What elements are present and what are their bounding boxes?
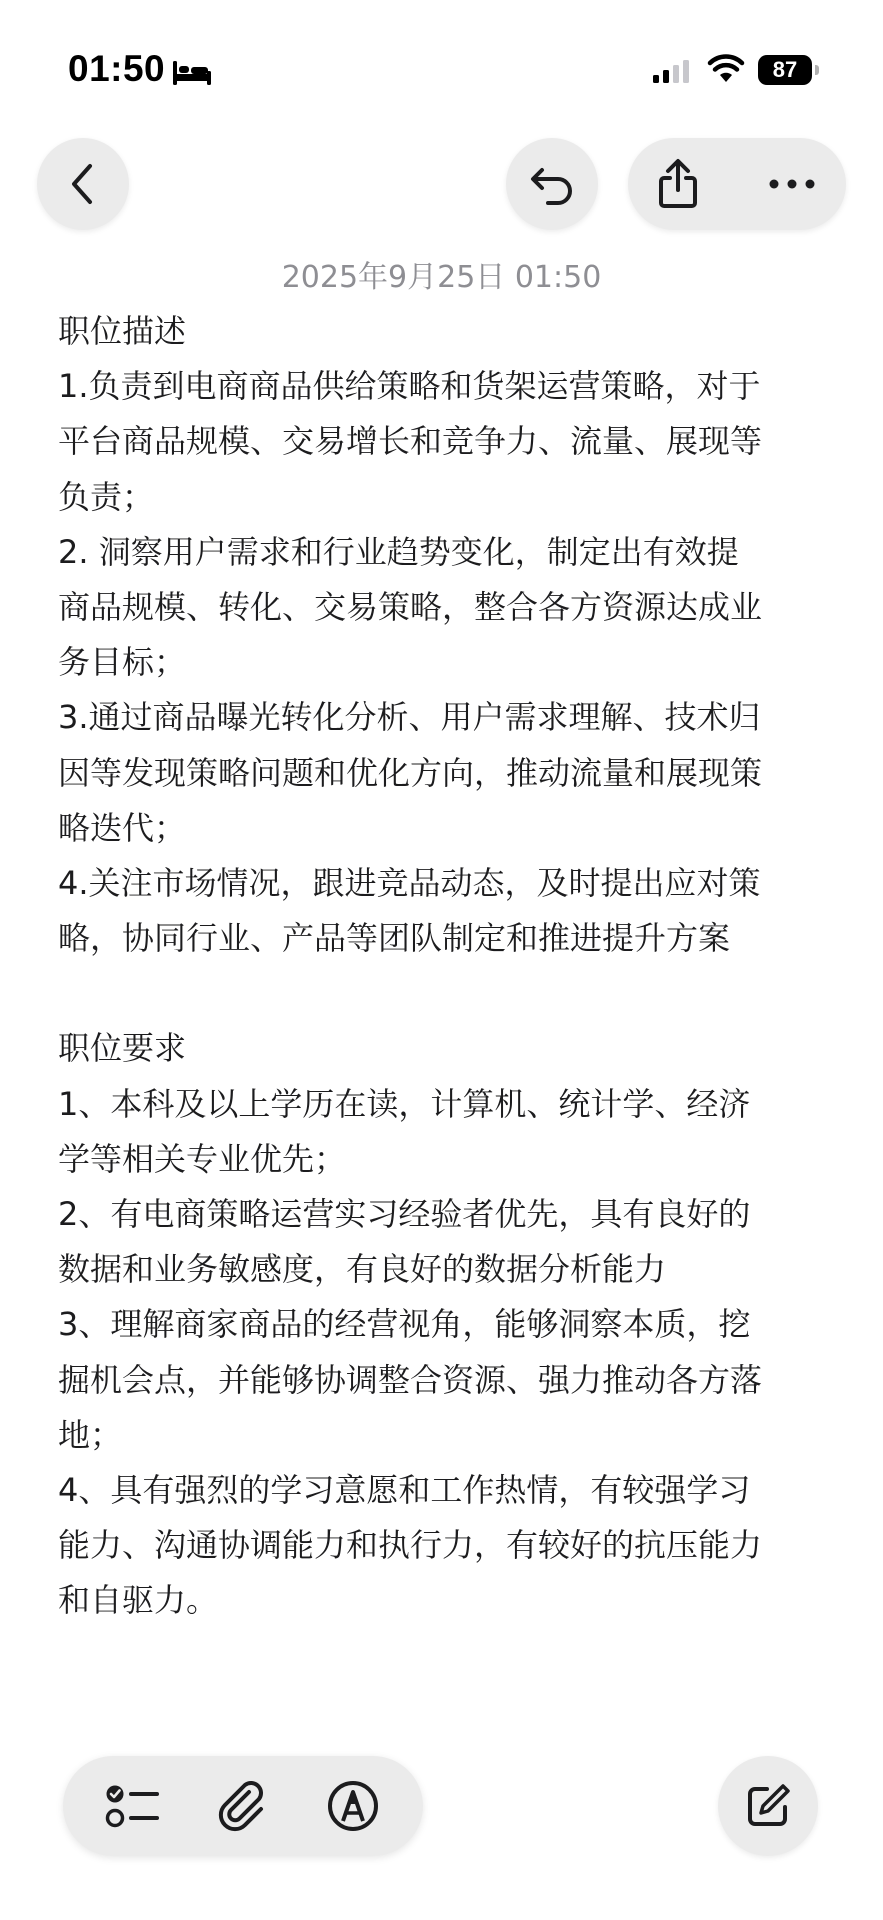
note-line: 地； [58, 1415, 123, 1454]
share-more-group [628, 138, 846, 230]
compose-button[interactable] [718, 1756, 818, 1856]
note-heading-description: 职位描述 [58, 312, 187, 350]
note-line: 负责； [58, 477, 155, 516]
paperclip-icon [217, 1778, 269, 1834]
wifi-icon [707, 54, 745, 84]
note-line: 1、本科及以上学历在读，计算机、统计学、经济 [58, 1084, 751, 1123]
back-button[interactable] [37, 138, 129, 230]
undo-button[interactable] [506, 138, 598, 230]
markup-pen-icon [326, 1779, 380, 1833]
note-date: 2025年9月25日 01:50 [281, 260, 602, 295]
note-body[interactable] [58, 304, 840, 1629]
note-line: 略，协同行业、产品等团队制定和推进提升方案 [58, 919, 731, 958]
status-time: 01:50 [68, 48, 166, 89]
note-line: 平台商品规模、交易增长和竞争力、流量、展现等 [58, 422, 763, 461]
compose-icon [743, 1781, 793, 1831]
note-line: 1.负责到电商商品供给策略和货架运营策略，对于 [58, 367, 761, 406]
note-line: 掘机会点，并能够协调整合资源、强力推动各方落 [58, 1360, 763, 1399]
note-line: 能力、沟通协调能力和执行力，有较好的抗压能力 [58, 1526, 763, 1565]
battery-indicator [758, 55, 820, 85]
note-line: 和自驱力。 [58, 1581, 219, 1620]
note-line: 学等相关专业优先； [58, 1139, 347, 1178]
share-icon [656, 158, 700, 210]
note-line: 数据和业务敏感度，有良好的数据分析能力 [58, 1250, 667, 1289]
note-line: 因等发现策略问题和优化方向，推动流量和展现策 [58, 753, 763, 792]
markup-button[interactable] [303, 1756, 403, 1856]
note-line: 3、理解商家商品的经营视角，能够洞察本质，挖 [58, 1305, 751, 1344]
more-button[interactable] [738, 138, 846, 230]
note-heading-requirements: 职位要求 [58, 1029, 187, 1068]
note-line: 4、具有强烈的学习意愿和工作热情，有较强学习 [58, 1470, 751, 1509]
ellipsis-icon [768, 178, 816, 190]
bed-icon [172, 58, 212, 86]
undo-icon [528, 162, 576, 206]
note-line: 2. 洞察用户需求和行业趋势变化，制定出有效提 [58, 532, 739, 571]
cellular-signal-icon [652, 58, 692, 86]
note-line: 3.通过商品曝光转化分析、用户需求理解、技术归 [58, 698, 761, 737]
share-button[interactable] [628, 138, 728, 230]
bottom-toolbar [63, 1756, 423, 1856]
checklist-icon [105, 1782, 161, 1830]
note-line: 商品规模、转化、交易策略，整合各方资源达成业 [58, 587, 763, 626]
status-bar [0, 0, 883, 140]
note-blank-line [58, 966, 840, 1021]
attach-button[interactable] [193, 1756, 293, 1856]
note-line: 务目标； [58, 643, 187, 682]
note-line: 2、有电商策略运营实习经验者优先，具有良好的 [58, 1195, 751, 1233]
note-line: 略迭代； [58, 808, 187, 847]
checklist-button[interactable] [83, 1756, 183, 1856]
battery-level: 87 [758, 55, 812, 85]
chevron-left-icon [68, 162, 98, 206]
battery-cap [815, 65, 819, 75]
note-line: 4.关注市场情况，跟进竞品动态，及时提出应对策 [58, 863, 761, 902]
